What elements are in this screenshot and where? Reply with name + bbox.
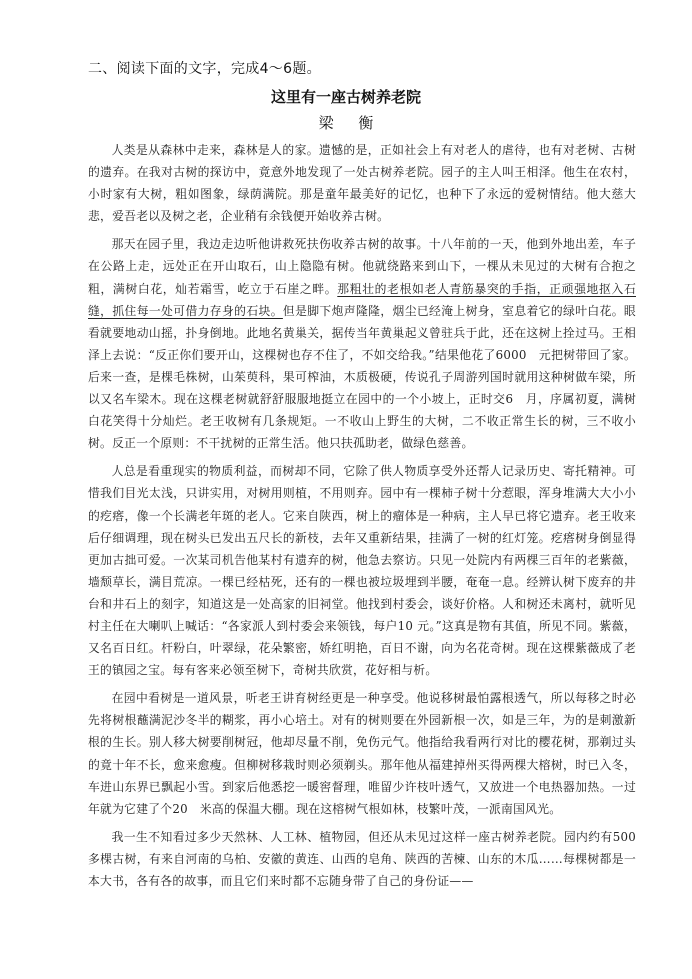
section-heading: 二、阅读下面的文字，完成4～6题。: [88, 61, 321, 77]
paragraph-3: 人总是看重现实的物质利益，而树却不同，它除了供人物质享受外还帮人记录历史、寄托精神。可惜我们目光太浅，只讲实用，对树用则植，不用则弃。园中有一棵柿子树十分惹眼，浑身堆满大大小小的疙瘩，像一个长满老年斑的老人。它来自陕西，树上的瘤体是一种病，主人早已将它遗弃。老王收来后仔细调理，现在树头已发出五尺长的新枝，去年又重新结果，挂满了一树的红灯笼。疙瘩树身倒显得更加古拙可爱。一次某司机告他某村有遗弃的树，他急去察访。只见一处院内有两棵三百年的老紫薇，墙颓草长，满目荒凉。一棵已经枯死，还有的一棵也被垃圾埋到半腰，奄奄一息。经辨认树下废弃的井台和井石上的刻字，知道这是一处高家的旧祠堂。他找到村委会，谈好价格。人和树还未离村，就听见村主任在大喇叭上喊话：“各家派人到村委会来领钱，每户10 元。”这真是物有其值，所见不同。紫薇，又名百日红。杆粉白，叶翠绿，花朵繁密，娇红明艳，百日不谢，向为名花奇树。现在这棵紫薇成了老王的镇园之宝。每有客来必领至树下，奇树共欣赏，花好相与析。: [88, 464, 636, 678]
paragraph-2-text-after: 但是脚下炮声隆隆，烟尘已经淹上树身，室息着它的绿叶白花。眼看就要地动山摇，扑身倒地。此地名黄巢关，据传当年黄巢起义曾驻兵于此，还在这树上拴过马。王相泽上去说：“反正你们要开山，这棵树也存不住了，不如交给我。”结果他花了6000 元把树带回了家。后来一查，是棵毛株树，山茱萸科，果可榨油，木质极硬，传说孔子周游列国时就用这种树做车梁，所以又名车梁木。现在这棵老树就舒舒服服地挺立在园中的一个小坡上，正时交6 月，序属初夏，满树白花笑得十分灿烂。老王收树有几条规矩。一不收山上野生的大树，二不收正常生长的树，三不收小树。反正一个原则：不干扰树的正常生活。他只扶孤助老，做绿色慈善。: [88, 303, 636, 451]
article-author: 梁 衡: [318, 114, 384, 132]
paragraph-1: 人类是从森林中走来，森林是人的家。遗憾的是，正如社会上有对老人的虐待，也有对老树、古树的遗弃。在我对古树的探访中，竟意外地发现了一处古树养老院。园子的主人叫王相泽。他生在农村，小时家有大树，粗如图象，绿荫满院。那是童年最美好的记忆，也种下了永远的爱树情结。他大慈大悲，爱吾老以及树之老，企业稍有余钱便开始收养古树。: [88, 143, 636, 224]
paragraph-5: 我一生不知看过多少天然林、人工林、植物园，但还从未见过这样一座古树养老院。园内约有500 多棵古树，有来自河南的乌柏、安徽的黄连、山西的皂角、陕西的苦楝、山东的木瓜……每棵树都是一本大书，各有各的故事，而且它们来时都不忘随身带了自己的身份证——: [88, 829, 649, 888]
underlined-sentence: 那粗壮的老根如老人青筋暴突的手指，正顽强地抠入石缝，抓住每一处可借力存身的石块。: [88, 281, 636, 318]
paragraph-4: 在园中看树是一道风景，听老王讲育树经更是一种享受。他说移树最怕露根透气，所以每移之时必先将树根蘸满泥沙冬半的糊浆，再小心培土。对有的树则要在外园新根一次，如是三年，为的是刺激新根的生长。别人移大树要削树冠，他却尽量不削，免伤元气。他指给我看两行对比的樱花树，那剃过头的竟十年不长，愈来愈瘦。但柳树移栽时则必须剃头。那年他从福建掉州买得两棵大榕树，时已入冬，车进山东界已飘起小雪。到家后他悉挖一暖窖督理，唯留少许枝叶透气，又放进一个电热器加热。一过年就为它建了个20 米高的保温大棚。现在这榕树气根如林，枝繁叶茂，一派南国风光。: [88, 691, 636, 816]
paragraph-2-text-before: 那天在园子里，我边走边听他讲救死扶伤收养古树的故事。十八年前的一天，他到外地出差，车子在公路上走，远处正在开山取石，山上隐隐有树。他就绕路来到山下，一棵从未见过的大树有合抱之粗，满树白花，灿若霜雪，屹立于石崖之畔。: [88, 237, 636, 296]
article-title: 这里有一座古树养老院: [270, 88, 421, 106]
paragraph-2: [88, 233, 636, 454]
article-body: [88, 139, 649, 892]
